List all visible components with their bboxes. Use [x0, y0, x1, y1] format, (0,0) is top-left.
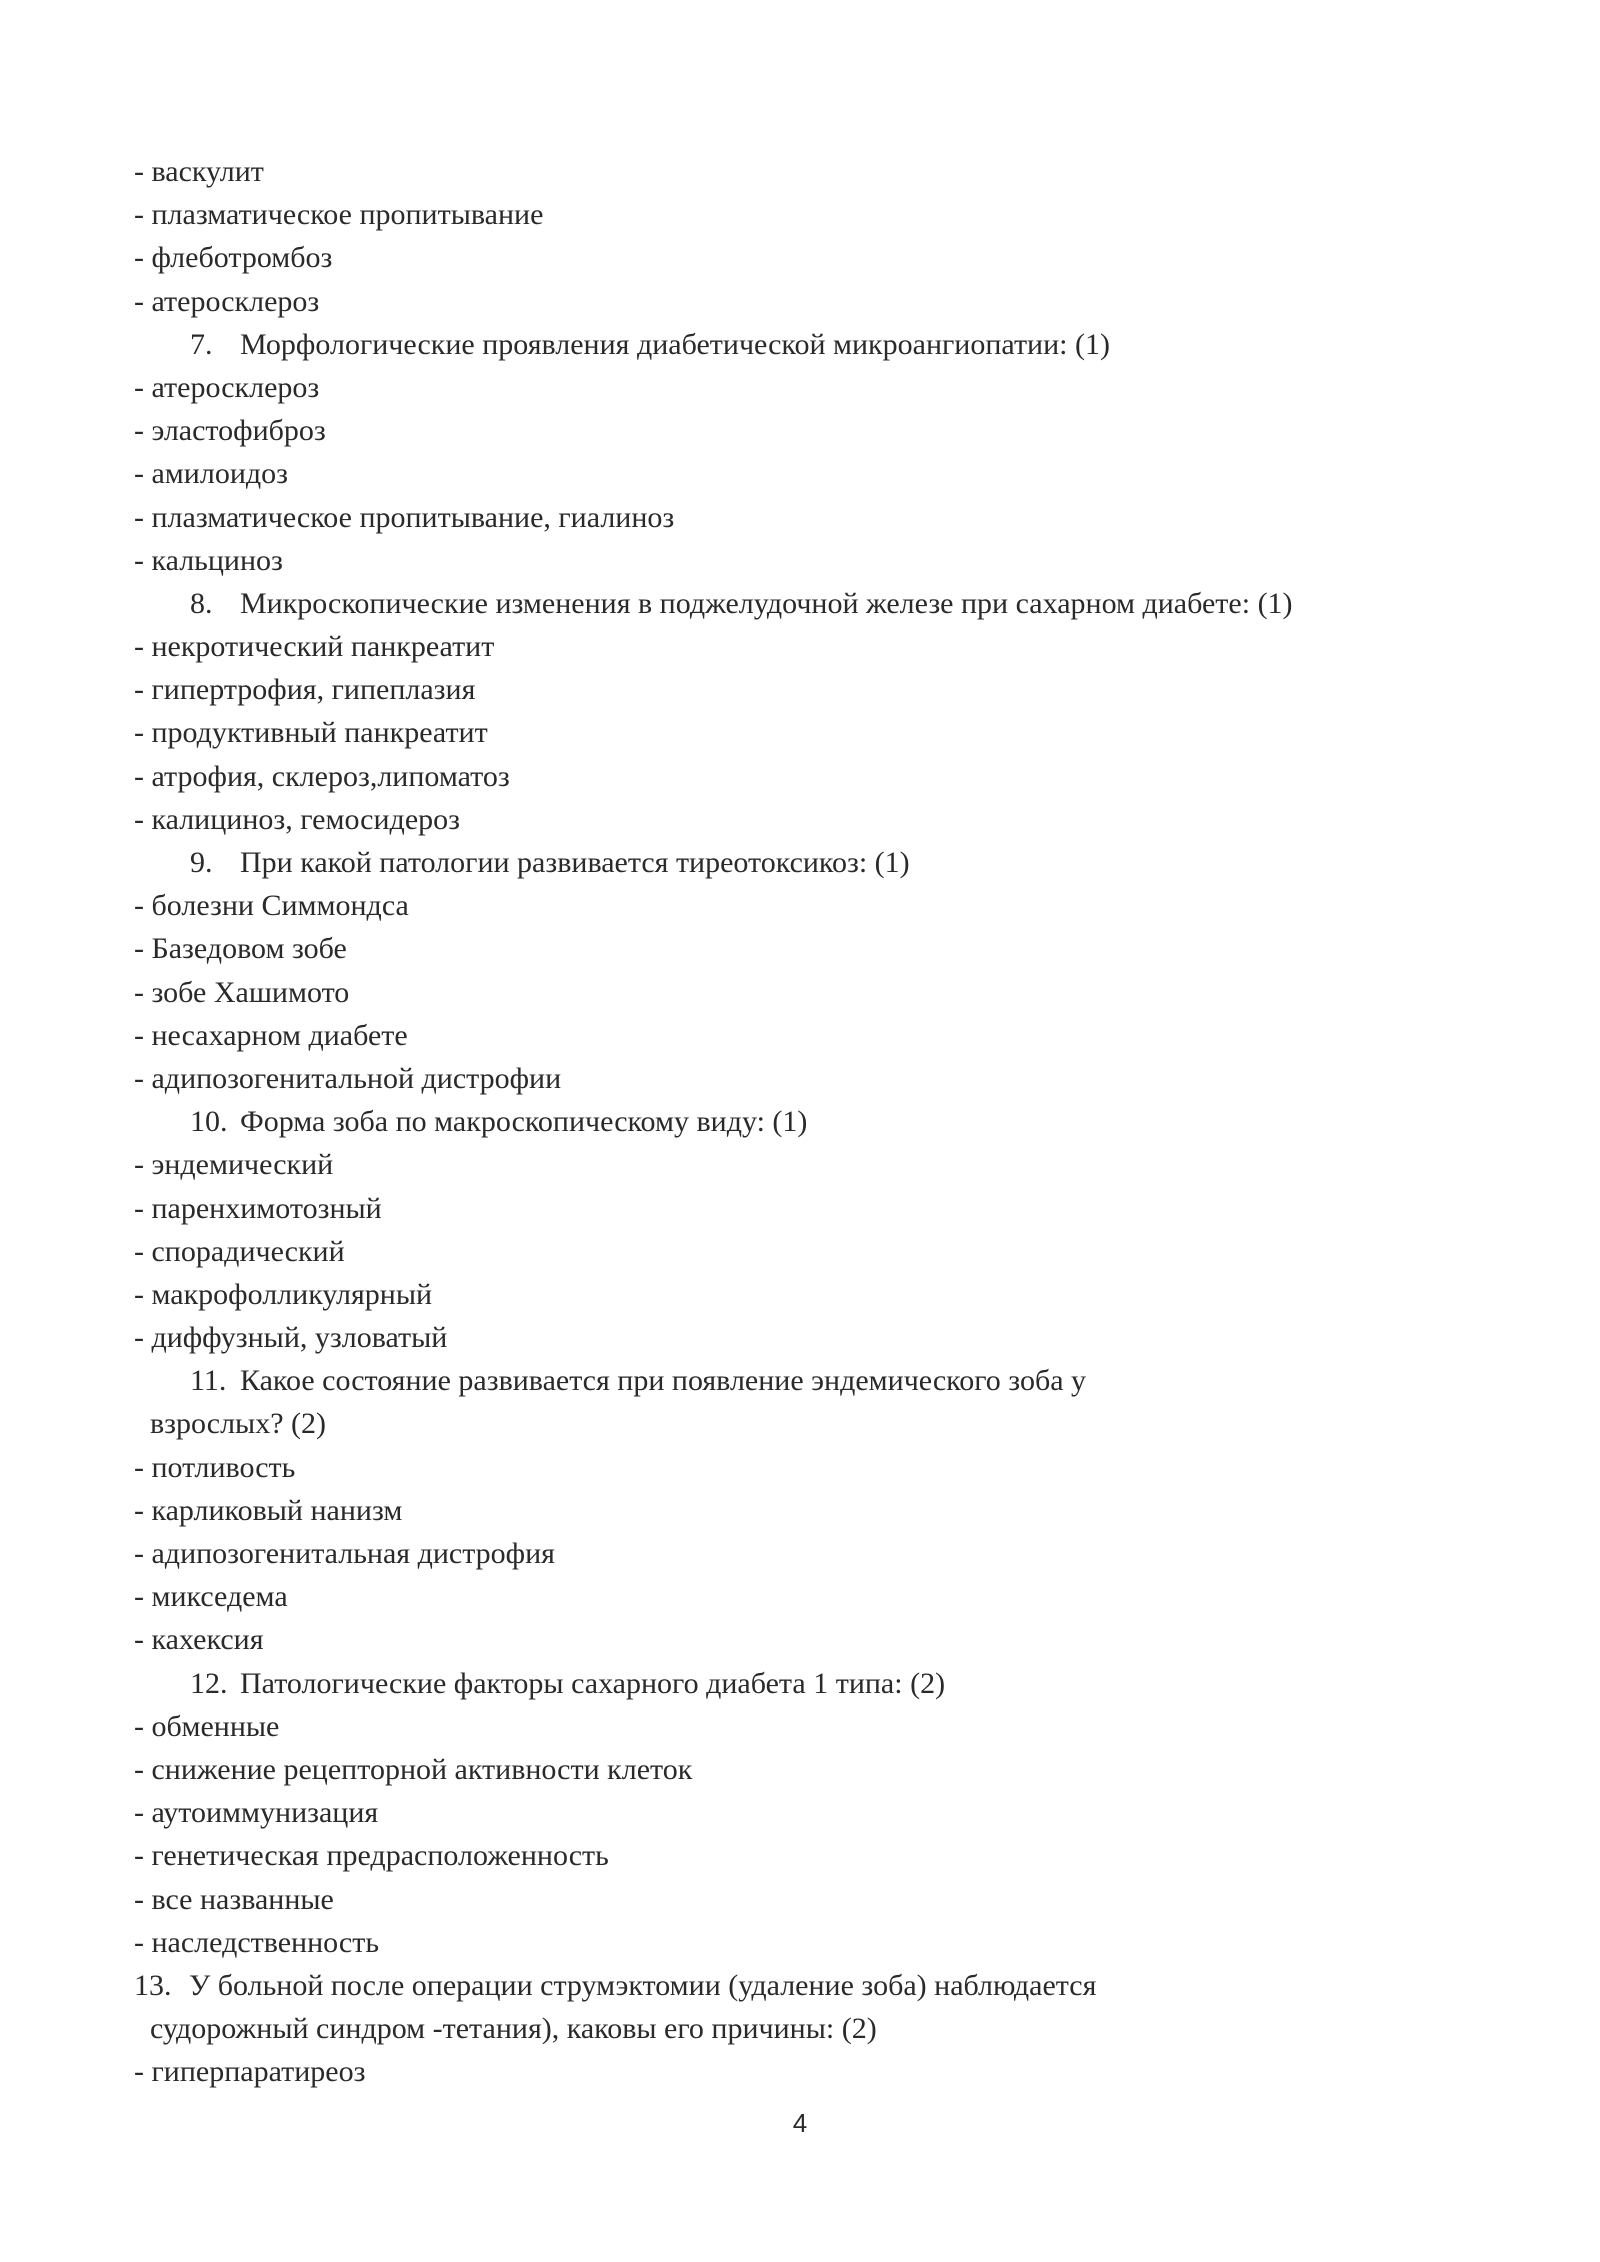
answer-option: - микседема — [134, 1580, 288, 1614]
question-text: Микроскопические изменения в поджелудочной железе при сахарном диабете: (1) — [240, 586, 1293, 620]
answer-option: - васкулит — [134, 155, 264, 188]
answer-option: - аутоиммунизация — [134, 1796, 379, 1830]
answer-option: - болезни Симмондса — [134, 889, 409, 923]
question-text-continuation: взрослых? (2) — [150, 1407, 327, 1441]
answer-option: - кахексия — [134, 1623, 264, 1657]
question-heading — [134, 1662, 1474, 1705]
page-number: 4 — [792, 2108, 808, 2138]
question-number: 10. — [190, 1105, 228, 1139]
question-text: Форма зоба по макроскопическому виду: (1) — [240, 1105, 808, 1139]
answer-option: - эндемический — [134, 1148, 334, 1182]
answer-option: - диффузный, узловатый — [134, 1321, 448, 1355]
question-text: Патологические факторы сахарного диабета 1 типа: (2) — [240, 1666, 946, 1700]
answer-option: - калициноз, гемосидероз — [134, 802, 460, 836]
answer-option: - гипертрофия, гипеплазия — [134, 673, 476, 707]
question-heading — [134, 323, 1474, 366]
question-text: Какое состояние развивается при появление эндемического зоба у — [240, 1364, 1087, 1398]
answer-option: - макрофолликулярный — [134, 1277, 433, 1311]
question-number: 13. — [134, 1968, 172, 2002]
answer-option: - адипозогенитальная дистрофия — [134, 1537, 555, 1570]
answer-option: - эластофиброз — [134, 414, 326, 448]
question-text: При какой патологии развивается тиреотоксикоз: (1) — [240, 846, 910, 879]
answer-option: - амилоидоз — [134, 457, 288, 491]
answer-option: - кальциноз — [134, 543, 283, 577]
question-text: У больной после операции струмэктомии (удаление зоба) наблюдается — [189, 1968, 1097, 2002]
answer-option: - атеросклероз — [134, 370, 320, 404]
question-number: 8. — [190, 586, 213, 620]
answer-option: - паренхимотозный — [134, 1191, 382, 1225]
answer-option: - флеботромбоз — [134, 241, 333, 275]
answer-option: - все названные — [134, 1882, 334, 1916]
question-heading — [134, 582, 1474, 625]
answer-option: - зобе Хашимото — [134, 975, 350, 1009]
answer-option: - обменные — [134, 1709, 280, 1743]
answer-option: - некротический панкреатит — [134, 630, 495, 664]
answer-option: - несахарном диабете — [134, 1018, 408, 1052]
question-number: 12. — [190, 1666, 228, 1700]
answer-option: - потливость — [134, 1450, 296, 1484]
question-heading — [134, 1100, 1474, 1143]
question-heading — [134, 1359, 1474, 1402]
answer-option: - атрофия, склероз,липоматоз — [134, 759, 510, 793]
question-number: 7. — [190, 327, 213, 361]
answer-option: - Базедовом зобе — [134, 932, 347, 966]
question-number: 9. — [190, 846, 213, 879]
answer-option: - атеросклероз — [134, 284, 320, 318]
answer-option: - адипозогенитальной дистрофии — [134, 1061, 562, 1095]
question-text: Морфологические проявления диабетической микроангиопатии: (1) — [240, 327, 1110, 361]
question-text-continuation: судорожный синдром -тетания), каковы его причины: (2) — [150, 2012, 877, 2046]
answer-option: - снижение рецепторной активности клеток — [134, 1752, 693, 1786]
answer-option: - генетическая предрасположенность — [134, 1839, 609, 1873]
answer-option: - продуктивный панкреатит — [134, 716, 488, 750]
answer-option: - наследственность — [134, 1925, 380, 1959]
question-heading — [134, 1964, 1474, 2007]
question-number: 11. — [190, 1364, 227, 1398]
answer-option: - плазматическое пропитывание, гиалиноз — [134, 500, 675, 534]
question-heading — [134, 841, 1474, 884]
answer-option: - карликовый нанизм — [134, 1493, 403, 1527]
answer-option: - гиперпаратиреоз — [134, 2055, 366, 2089]
page-content — [134, 150, 1474, 2093]
answer-option: - плазматическое пропитывание — [134, 198, 544, 232]
answer-option: - спорадический — [134, 1234, 345, 1268]
